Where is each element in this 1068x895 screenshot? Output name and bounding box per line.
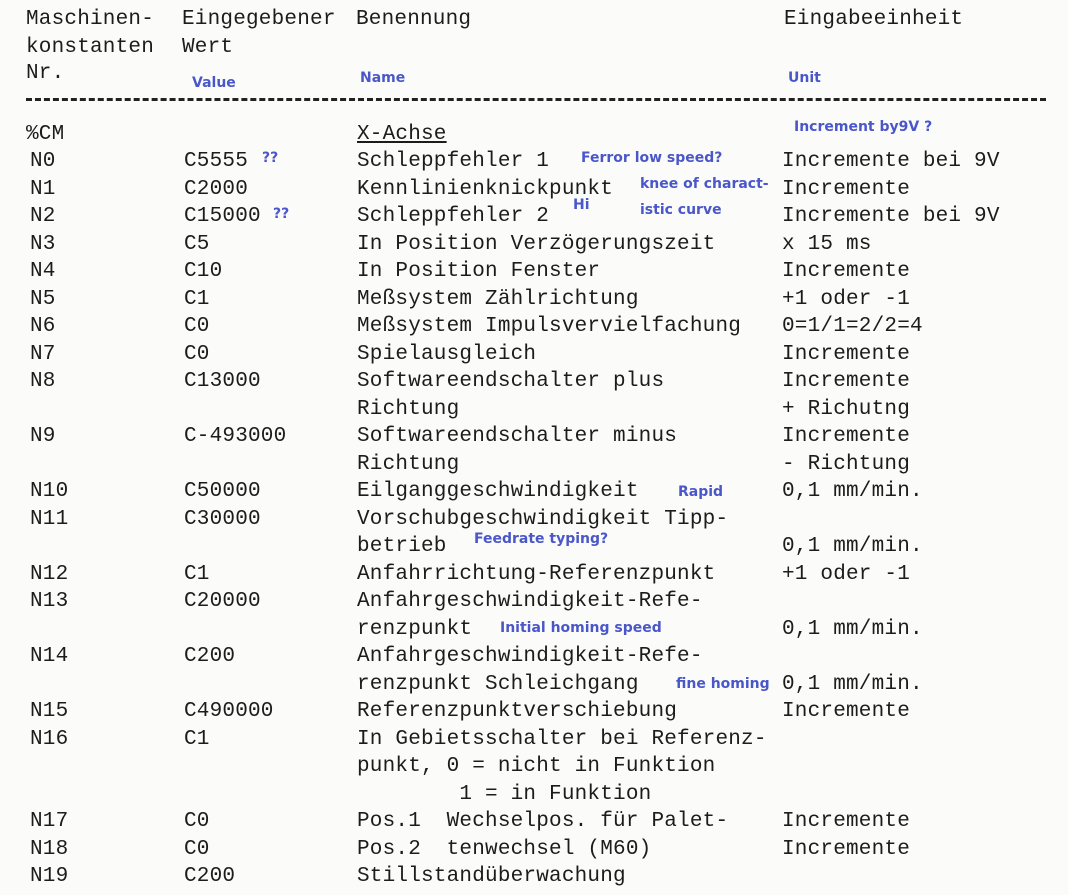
param-nr: N16 xyxy=(30,727,69,751)
param-name: 1 = in Funktion xyxy=(357,782,652,806)
param-name: Stillstandüberwachung xyxy=(357,865,626,888)
param-nr: N0 xyxy=(30,150,56,173)
param-name: Softwareendschalter plus xyxy=(357,370,665,393)
param-nr: N1 xyxy=(30,177,56,201)
param-name: Vorschubgeschwindigkeit Tipp- xyxy=(357,507,729,531)
param-nr: N15 xyxy=(30,700,69,723)
param-name: Meßsystem Zählrichtung xyxy=(357,287,639,311)
annotation-unit: Unit xyxy=(788,70,821,86)
param-unit: +1 oder -1 xyxy=(782,287,911,311)
annotation-n0-name: Ferror low speed? xyxy=(581,150,723,166)
param-value: C1 xyxy=(184,727,210,751)
annotation-n1-name-2: istic curve xyxy=(640,202,722,218)
param-name: Schleppfehler 1 xyxy=(357,150,550,173)
param-name: In Gebietsschalter bei Referenz- xyxy=(357,727,767,751)
param-nr: N18 xyxy=(30,837,69,861)
param-value: C5 xyxy=(184,232,210,256)
param-unit: - Richtung xyxy=(782,452,911,476)
annotation-n0-value: ?? xyxy=(262,150,279,166)
param-name: Spielausgleich xyxy=(357,342,537,366)
param-unit: +1 oder -1 xyxy=(782,562,911,586)
param-name: renzpunkt xyxy=(357,617,473,641)
param-name: Referenzpunktverschiebung xyxy=(357,700,678,723)
param-name: Anfahrgeschwindigkeit-Refe- xyxy=(357,645,703,668)
param-name: Softwareendschalter minus xyxy=(357,425,678,448)
param-unit: Incremente bei 9V xyxy=(782,150,1000,173)
param-value: C5555 xyxy=(184,150,249,173)
param-nr: N5 xyxy=(30,287,56,311)
header-divider xyxy=(26,98,1046,101)
param-name: Pos.1 Wechselpos. für Palet- xyxy=(357,810,729,833)
param-unit: + Richutng xyxy=(782,397,911,421)
param-nr: N14 xyxy=(30,645,69,668)
param-value: C200 xyxy=(184,865,236,888)
param-value: C10 xyxy=(184,260,223,283)
annotation-name: Name xyxy=(360,70,406,86)
param-name: punkt, 0 = nicht in Funktion xyxy=(357,755,716,778)
param-name: Richtung xyxy=(357,397,460,421)
annotation-increment: Increment by9V ? xyxy=(794,119,933,135)
annotation-n13-name: Initial homing speed xyxy=(500,620,662,636)
param-nr: N17 xyxy=(30,810,69,833)
annotation-n2-name: Hi xyxy=(573,197,590,213)
param-name: In Position Fenster xyxy=(357,260,601,283)
param-value: C30000 xyxy=(184,507,261,531)
param-nr: N10 xyxy=(30,480,69,503)
param-value: C200 xyxy=(184,645,236,668)
param-value: C490000 xyxy=(184,700,274,723)
param-unit: Incremente xyxy=(782,370,911,393)
param-value: C13000 xyxy=(184,370,261,393)
param-nr: N13 xyxy=(30,590,69,613)
param-nr: N7 xyxy=(30,342,56,366)
param-value: C1 xyxy=(184,287,210,311)
param-unit: 0=1/1=2/2=4 xyxy=(782,315,923,338)
param-name: Pos.2 tenwechsel (M60) xyxy=(357,837,652,861)
param-value: C0 xyxy=(184,315,210,338)
param-value: C-493000 xyxy=(184,425,287,448)
param-nr: N9 xyxy=(30,425,56,448)
header-value-line1: Eingegebener xyxy=(182,8,336,31)
section-title: X-Achse xyxy=(357,123,447,146)
param-name: renzpunkt Schleichgang xyxy=(357,672,639,696)
header-value-line2: Wert xyxy=(182,36,234,59)
param-unit: 0,1 mm/min. xyxy=(782,672,923,696)
param-nr: N12 xyxy=(30,562,69,586)
section-code: %CM xyxy=(26,123,65,146)
param-name: Anfahrrichtung-Referenzpunkt xyxy=(357,562,716,586)
header-nr-line3: Nr. xyxy=(26,62,65,85)
param-nr: N4 xyxy=(30,260,56,283)
param-value: C15000 xyxy=(184,205,261,228)
param-name: Richtung xyxy=(357,452,460,476)
param-nr: N11 xyxy=(30,507,69,531)
param-name: In Position Verzögerungszeit xyxy=(357,232,716,256)
param-value: C50000 xyxy=(184,480,261,503)
param-name: Schleppfehler 2 xyxy=(357,205,550,228)
annotation-n2-value: ?? xyxy=(273,206,290,222)
param-name: Eilganggeschwindigkeit xyxy=(357,480,639,503)
annotation-n11-name: Feedrate typing? xyxy=(474,531,609,547)
param-unit: 0,1 mm/min. xyxy=(782,617,923,641)
param-unit: x 15 ms xyxy=(782,232,872,256)
header-nr-line2: konstanten xyxy=(26,36,155,59)
header-name: Benennung xyxy=(356,8,472,31)
param-unit: 0,1 mm/min. xyxy=(782,535,923,558)
annotation-value: Value xyxy=(192,75,236,91)
param-unit: Incremente xyxy=(782,425,911,448)
param-name: Kennlinienknickpunkt xyxy=(357,177,614,201)
param-value: C0 xyxy=(184,837,210,861)
param-nr: N19 xyxy=(30,865,69,888)
param-value: C2000 xyxy=(184,177,249,201)
param-unit: Incremente xyxy=(782,177,911,201)
param-value: C20000 xyxy=(184,590,261,613)
param-value: C0 xyxy=(184,810,210,833)
param-value: C1 xyxy=(184,562,210,586)
param-nr: N6 xyxy=(30,315,56,338)
param-nr: N3 xyxy=(30,232,56,256)
param-unit: Incremente xyxy=(782,342,911,366)
param-name: Anfahrgeschwindigkeit-Refe- xyxy=(357,590,703,613)
param-unit: 0,1 mm/min. xyxy=(782,480,923,503)
param-unit: Incremente xyxy=(782,260,911,283)
param-nr: N8 xyxy=(30,370,56,393)
param-nr: N2 xyxy=(30,205,56,228)
annotation-n1-name-1: knee of charact- xyxy=(640,176,769,192)
param-unit: Incremente xyxy=(782,810,911,833)
annotation-n14-name: fine homing xyxy=(676,676,770,692)
param-unit: Incremente bei 9V xyxy=(782,205,1000,228)
annotation-n10-name: Rapid xyxy=(678,484,724,500)
param-name: betrieb xyxy=(357,535,447,558)
header-nr-line1: Maschinen- xyxy=(26,8,155,31)
param-unit: Incremente xyxy=(782,700,911,723)
param-value: C0 xyxy=(184,342,210,366)
param-unit: Incremente xyxy=(782,837,911,861)
param-name: Meßsystem Impulsvervielfachung xyxy=(357,315,742,338)
header-unit: Eingabeeinheit xyxy=(784,8,964,31)
